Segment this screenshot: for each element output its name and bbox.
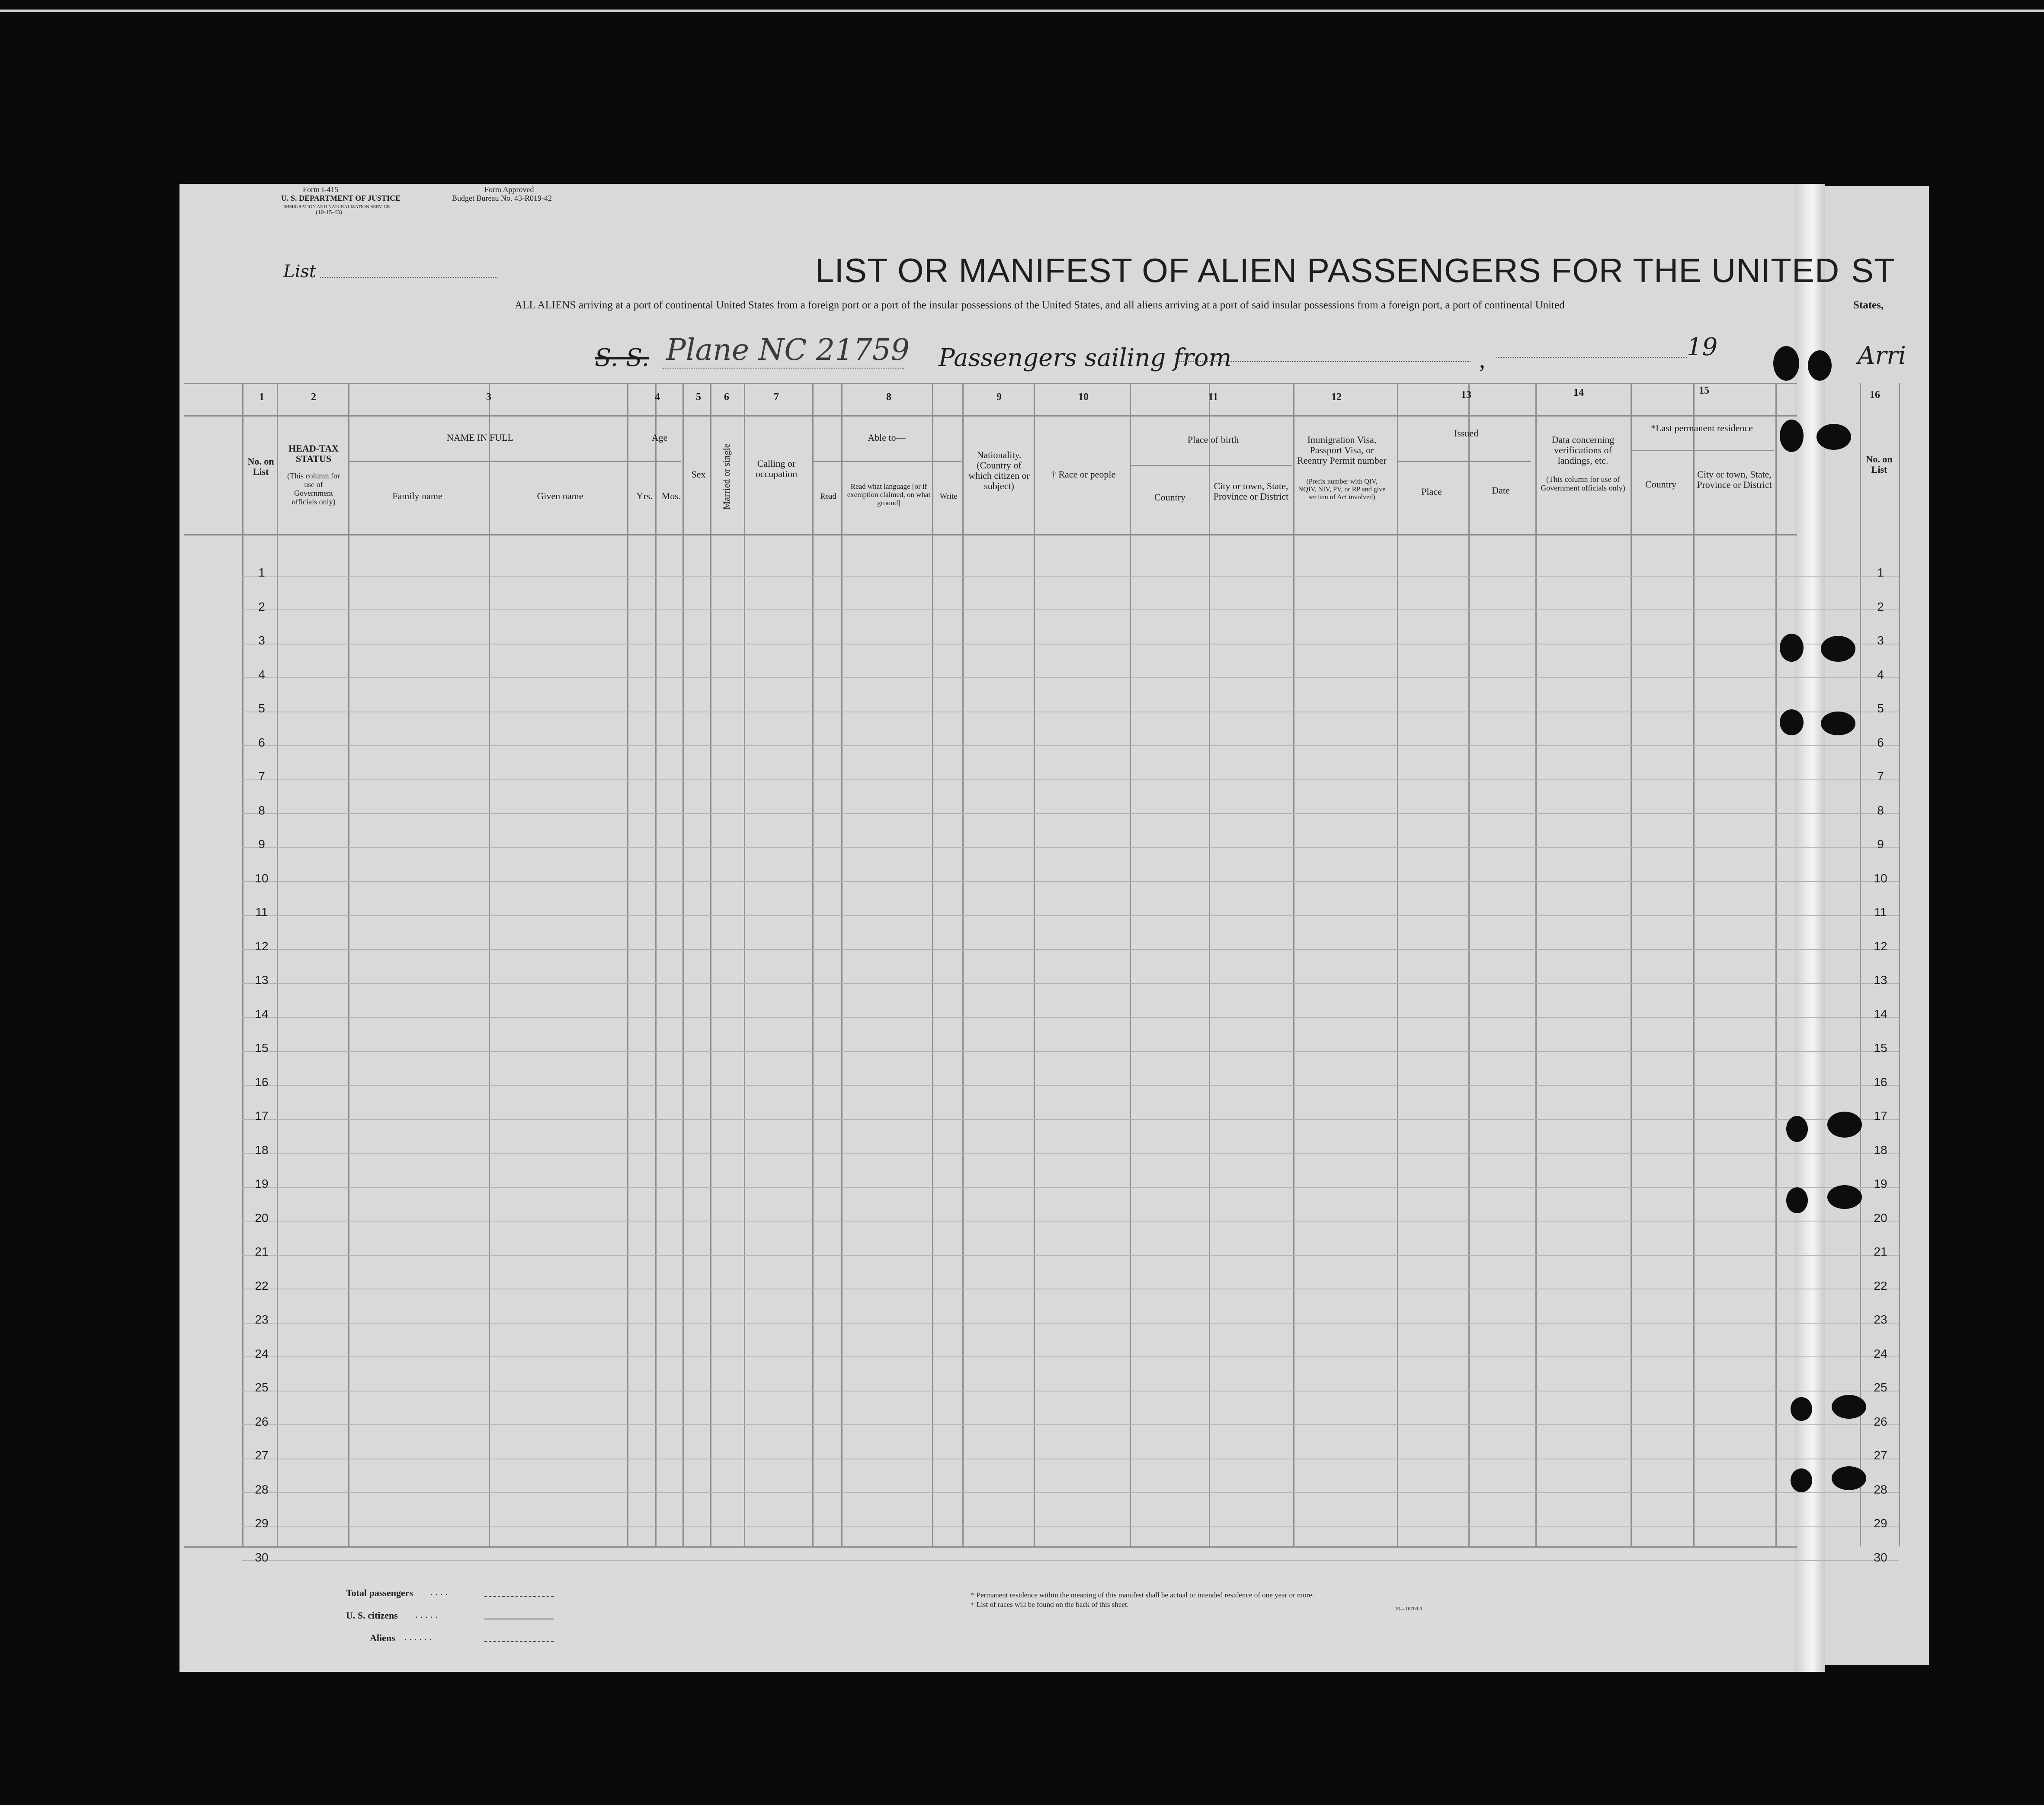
row-rule: [242, 745, 1899, 746]
header-race: † Race or people: [1051, 469, 1116, 480]
colnum-13: 13: [1461, 389, 1471, 401]
colnum-14: 14: [1573, 387, 1584, 398]
colnum-1: 1: [259, 391, 264, 403]
vessel-field: [662, 368, 904, 369]
colnum-2: 2: [311, 391, 316, 403]
column-divider: [841, 383, 843, 1546]
column-divider: [1209, 383, 1210, 1546]
budget-number: Budget Bureau No. 43-R019-42: [452, 194, 552, 202]
header-no-on-list: No. on List: [247, 456, 274, 477]
vessel-name-handwritten: Plane NC 21759: [666, 333, 910, 367]
column-divider: [1899, 383, 1900, 1546]
header-write: Write: [939, 492, 958, 500]
row-number: 4: [258, 667, 265, 681]
header-issued-place: Place: [1421, 486, 1442, 497]
form-number: Form I-415: [303, 185, 339, 194]
header-calling: Calling or occupation: [755, 458, 798, 479]
row-number: 29: [255, 1516, 269, 1530]
list-label: List: [283, 262, 316, 282]
colnum-15: 15: [1699, 385, 1709, 396]
header-sex: Sex: [691, 469, 706, 480]
column-divider: [489, 383, 490, 1546]
row-number-right: 24: [1874, 1347, 1887, 1360]
page-title-continued: ST: [1851, 251, 1895, 289]
header-last-residence: *Last permanent residence: [1651, 423, 1753, 433]
row-rule: [242, 1153, 1899, 1154]
row-number: 1: [258, 566, 265, 579]
row-number: 22: [255, 1279, 269, 1292]
row-rule: [242, 1492, 1899, 1493]
column-divider: [627, 383, 628, 1546]
row-rule: [242, 1255, 1899, 1256]
row-rule: [242, 779, 1899, 780]
sailing-label: Passengers sailing from: [939, 344, 1232, 372]
row-number: 30: [255, 1550, 269, 1564]
colnum-9: 9: [996, 391, 1002, 403]
binding-hole: [1791, 1468, 1812, 1492]
column-divider: [1468, 383, 1470, 1546]
row-number-right: 29: [1874, 1516, 1887, 1530]
row-number-right: 28: [1874, 1482, 1887, 1496]
header-bottom-rule: [184, 534, 1797, 535]
footer-note-races: † List of races will be found on the back of this sheet.: [971, 1600, 1129, 1609]
binding-hole: [1827, 1112, 1862, 1138]
header-data-note: (This column for use of Government officials only): [1541, 475, 1625, 492]
department: U. S. DEPARTMENT OF JUSTICE: [281, 194, 401, 202]
header-birth-country: Country: [1154, 492, 1186, 503]
row-number: 10: [255, 871, 269, 885]
row-number-right: 23: [1874, 1313, 1887, 1326]
row-number: 6: [258, 735, 265, 749]
header-able-to: Able to—: [868, 432, 906, 443]
row-rule: [242, 1323, 1899, 1324]
footer-total-dots: ....: [430, 1587, 450, 1597]
row-rule: [242, 1085, 1899, 1086]
header-age: Age: [651, 432, 668, 443]
footer-aliens-label: Aliens: [370, 1632, 395, 1643]
binding-hole: [1827, 1185, 1862, 1209]
row-rule: [242, 1051, 1899, 1052]
column-divider: [655, 383, 657, 1546]
row-number-right: 30: [1874, 1550, 1887, 1564]
colnum-6: 6: [724, 391, 729, 403]
row-number: 12: [255, 939, 269, 953]
subtitle: ALL ALIENS arriving at a port of continental United States from a foreign port or a port of the insular possessions of the United States, and all aliens arriving at a port of said insular possessions from a foreign port, a port of continental United: [515, 299, 1565, 311]
header-place-of-birth: Place of birth: [1187, 434, 1239, 445]
row-number: 8: [258, 803, 265, 817]
colnum-10: 10: [1078, 391, 1089, 403]
colnum-7: 7: [774, 391, 779, 403]
row-number-right: 1: [1877, 566, 1884, 579]
binding-hole: [1780, 420, 1804, 452]
row-number-right: 11: [1874, 905, 1887, 919]
row-number: 3: [258, 634, 265, 647]
footer-aliens-dots: ......: [404, 1632, 434, 1642]
column-divider: [682, 383, 684, 1546]
row-number-right: 4: [1877, 667, 1884, 681]
row-rule: [242, 677, 1899, 678]
row-number-right: 3: [1877, 634, 1884, 647]
row-number: 13: [255, 973, 269, 987]
header-given-name: Given name: [537, 491, 583, 501]
row-number: 16: [255, 1075, 269, 1089]
footer-total-label: Total passengers: [346, 1587, 413, 1598]
colnum-11: 11: [1208, 391, 1218, 403]
date-field: [1496, 357, 1687, 358]
row-number: 26: [255, 1414, 269, 1428]
row-number-right: 9: [1877, 837, 1884, 851]
row-number: 19: [255, 1177, 269, 1190]
row-rule: [242, 1560, 1899, 1561]
column-divider: [962, 383, 964, 1546]
row-number-right: 5: [1877, 702, 1884, 715]
row-number: 14: [255, 1007, 269, 1021]
row-rule: [242, 1526, 1899, 1527]
column-divider: [1293, 383, 1294, 1546]
row-rule: [242, 1221, 1899, 1222]
header-read: Read: [820, 492, 836, 500]
form-approval: Form Approved: [484, 185, 534, 194]
arrival-label: Arri: [1858, 342, 1906, 370]
row-number-right: 20: [1874, 1211, 1887, 1225]
header-name-in-full: NAME IN FULL: [447, 432, 513, 443]
column-divider: [1693, 383, 1695, 1546]
column-divider: [1775, 383, 1777, 1546]
table-bottom-rule: [184, 1546, 1797, 1548]
row-number-right: 2: [1877, 600, 1884, 613]
row-number: 2: [258, 600, 265, 613]
row-number-right: 17: [1874, 1109, 1887, 1122]
binding-hole: [1791, 1397, 1812, 1421]
header-immigration-visa: Immigration Visa, Passport Visa, or Reentry Permit number: [1297, 434, 1387, 466]
column-divider: [1397, 383, 1398, 1546]
column-divider: [1860, 383, 1861, 1546]
header-birth-city: City or town, State, Province or District: [1213, 481, 1289, 502]
row-number: 28: [255, 1482, 269, 1496]
column-divider: [744, 383, 745, 1546]
residence-subheader-rule: [1631, 450, 1774, 451]
manifest-sheet: [179, 184, 1801, 1672]
row-rule: [242, 609, 1899, 610]
row-rule: [242, 1356, 1899, 1357]
footer-note-residence: * Permanent residence within the meaning of this manifest shall be actual or intended residence of one year or more.: [971, 1591, 1314, 1599]
column-divider: [710, 383, 711, 1546]
row-rule: [242, 576, 1899, 577]
binding-hole: [1786, 1187, 1808, 1213]
header-res-city: City or town, State, Province or District: [1697, 469, 1772, 490]
row-number-right: 10: [1874, 871, 1887, 885]
column-divider: [932, 383, 933, 1546]
row-rule: [242, 915, 1899, 916]
binding-hole: [1832, 1466, 1866, 1490]
issued-subheader-rule: [1397, 461, 1531, 462]
binding-hole: [1821, 712, 1855, 735]
service: IMMIGRATION AND NATURALIZATION SERVICE: [283, 204, 390, 209]
row-number-right: 21: [1874, 1245, 1887, 1258]
colnum-rule: [184, 415, 1797, 417]
row-number-right: 27: [1874, 1449, 1887, 1462]
header-mos: Mos.: [661, 491, 681, 501]
header-family-name: Family name: [392, 491, 442, 501]
row-rule: [242, 1187, 1899, 1188]
subtitle-continued: States,: [1853, 299, 1884, 311]
binding-hole: [1773, 346, 1799, 381]
binding-hole: [1780, 634, 1804, 662]
comma: ,: [1479, 346, 1485, 373]
row-number: 5: [258, 702, 265, 715]
header-visa-note: (Prefix number with QIV, NQIV, NIV, PV, or RP and give section of Act involved): [1298, 478, 1386, 501]
binding-hole: [1832, 1395, 1866, 1419]
row-number: 25: [255, 1381, 269, 1394]
row-number: 17: [255, 1109, 269, 1122]
name-subheader-rule: [348, 461, 681, 462]
row-number-right: 25: [1874, 1381, 1887, 1394]
row-number: 7: [258, 769, 265, 783]
column-divider: [812, 383, 814, 1546]
column-divider: [242, 383, 243, 1546]
header-yrs: Yrs.: [636, 491, 653, 501]
column-divider: [1535, 383, 1537, 1546]
header-issued-date: Date: [1492, 485, 1510, 496]
birth-subheader-rule: [1130, 465, 1292, 466]
scan-edge: [0, 10, 2044, 12]
column-divider: [348, 383, 349, 1546]
row-number-right: 15: [1874, 1041, 1887, 1055]
row-rule: [242, 1017, 1899, 1018]
row-number: 18: [255, 1143, 269, 1157]
row-number-right: 8: [1877, 803, 1884, 817]
row-number-right: 26: [1874, 1414, 1887, 1428]
colnum-4: 4: [655, 391, 660, 403]
colnum-8: 8: [886, 391, 891, 403]
header-nationality: Nationality. (Country of which citizen or subject): [968, 449, 1030, 491]
page-title: LIST OR MANIFEST OF ALIEN PASSENGERS FOR THE UNITED: [815, 251, 1840, 289]
table-top-rule: [184, 383, 1797, 384]
row-number-right: 19: [1874, 1177, 1887, 1190]
ss-label: S. S.: [595, 344, 650, 372]
column-divider: [277, 383, 278, 1546]
row-number-right: 18: [1874, 1143, 1887, 1157]
binding-hole: [1780, 709, 1804, 735]
row-number: 21: [255, 1245, 269, 1258]
row-number: 24: [255, 1347, 269, 1360]
row-number-right: 14: [1874, 1007, 1887, 1021]
row-rule: [242, 983, 1899, 984]
colnum-16: 16: [1870, 389, 1880, 401]
header-head-tax-note: (This column for use of Government officials only): [287, 471, 340, 506]
row-number-right: 22: [1874, 1279, 1887, 1292]
column-divider: [1130, 383, 1131, 1546]
header-issued: Issued: [1454, 428, 1479, 439]
header-no-on-list-right: No. on List: [1866, 454, 1893, 475]
row-rule: [242, 1119, 1899, 1120]
year-label: 19: [1687, 333, 1718, 361]
header-married: Married or single: [721, 443, 732, 510]
header-data-concerning: Data concerning verifications of landings, etc.: [1551, 434, 1615, 466]
colnum-12: 12: [1331, 391, 1342, 403]
form-date-code: (10-15-43): [316, 209, 342, 216]
row-number: 9: [258, 837, 265, 851]
row-number: 20: [255, 1211, 269, 1225]
row-number-right: 16: [1874, 1075, 1887, 1089]
header-head-tax: HEAD-TAX STATUS: [288, 443, 339, 464]
footer-aliens-field: [484, 1641, 554, 1642]
binding-hole: [1817, 424, 1851, 450]
column-divider: [1631, 383, 1632, 1546]
row-number: 27: [255, 1449, 269, 1462]
colnum-3: 3: [486, 391, 491, 403]
row-number: 11: [255, 905, 268, 919]
footer-citizens-label: U. S. citizens: [346, 1610, 398, 1621]
row-rule: [242, 949, 1899, 950]
able-subheader-rule: [812, 461, 961, 462]
row-rule: [242, 1424, 1899, 1425]
footer-total-field: [484, 1596, 554, 1597]
footer-citizens-dots: .....: [415, 1609, 440, 1620]
list-field: [320, 277, 497, 278]
row-number-right: 6: [1877, 735, 1884, 749]
row-rule: [242, 847, 1899, 848]
footer-print-code: 16—16709-1: [1395, 1606, 1422, 1612]
binding-hole: [1821, 636, 1855, 662]
binding-hole: [1808, 350, 1832, 381]
header-read-language: Read what language [or if exemption claimed, on what ground]: [847, 482, 931, 507]
page-gutter: [1795, 184, 1825, 1672]
header-res-country: Country: [1645, 479, 1677, 490]
row-number-right: 13: [1874, 973, 1887, 987]
row-number: 23: [255, 1313, 269, 1326]
sailing-from-field: [1176, 361, 1471, 362]
colnum-5: 5: [696, 391, 701, 403]
row-number: 15: [255, 1041, 269, 1055]
column-divider: [1034, 383, 1035, 1546]
row-rule: [242, 813, 1899, 814]
row-rule: [242, 881, 1899, 882]
row-number-right: 7: [1877, 769, 1884, 783]
binding-hole: [1786, 1116, 1808, 1142]
row-number-right: 12: [1874, 939, 1887, 953]
